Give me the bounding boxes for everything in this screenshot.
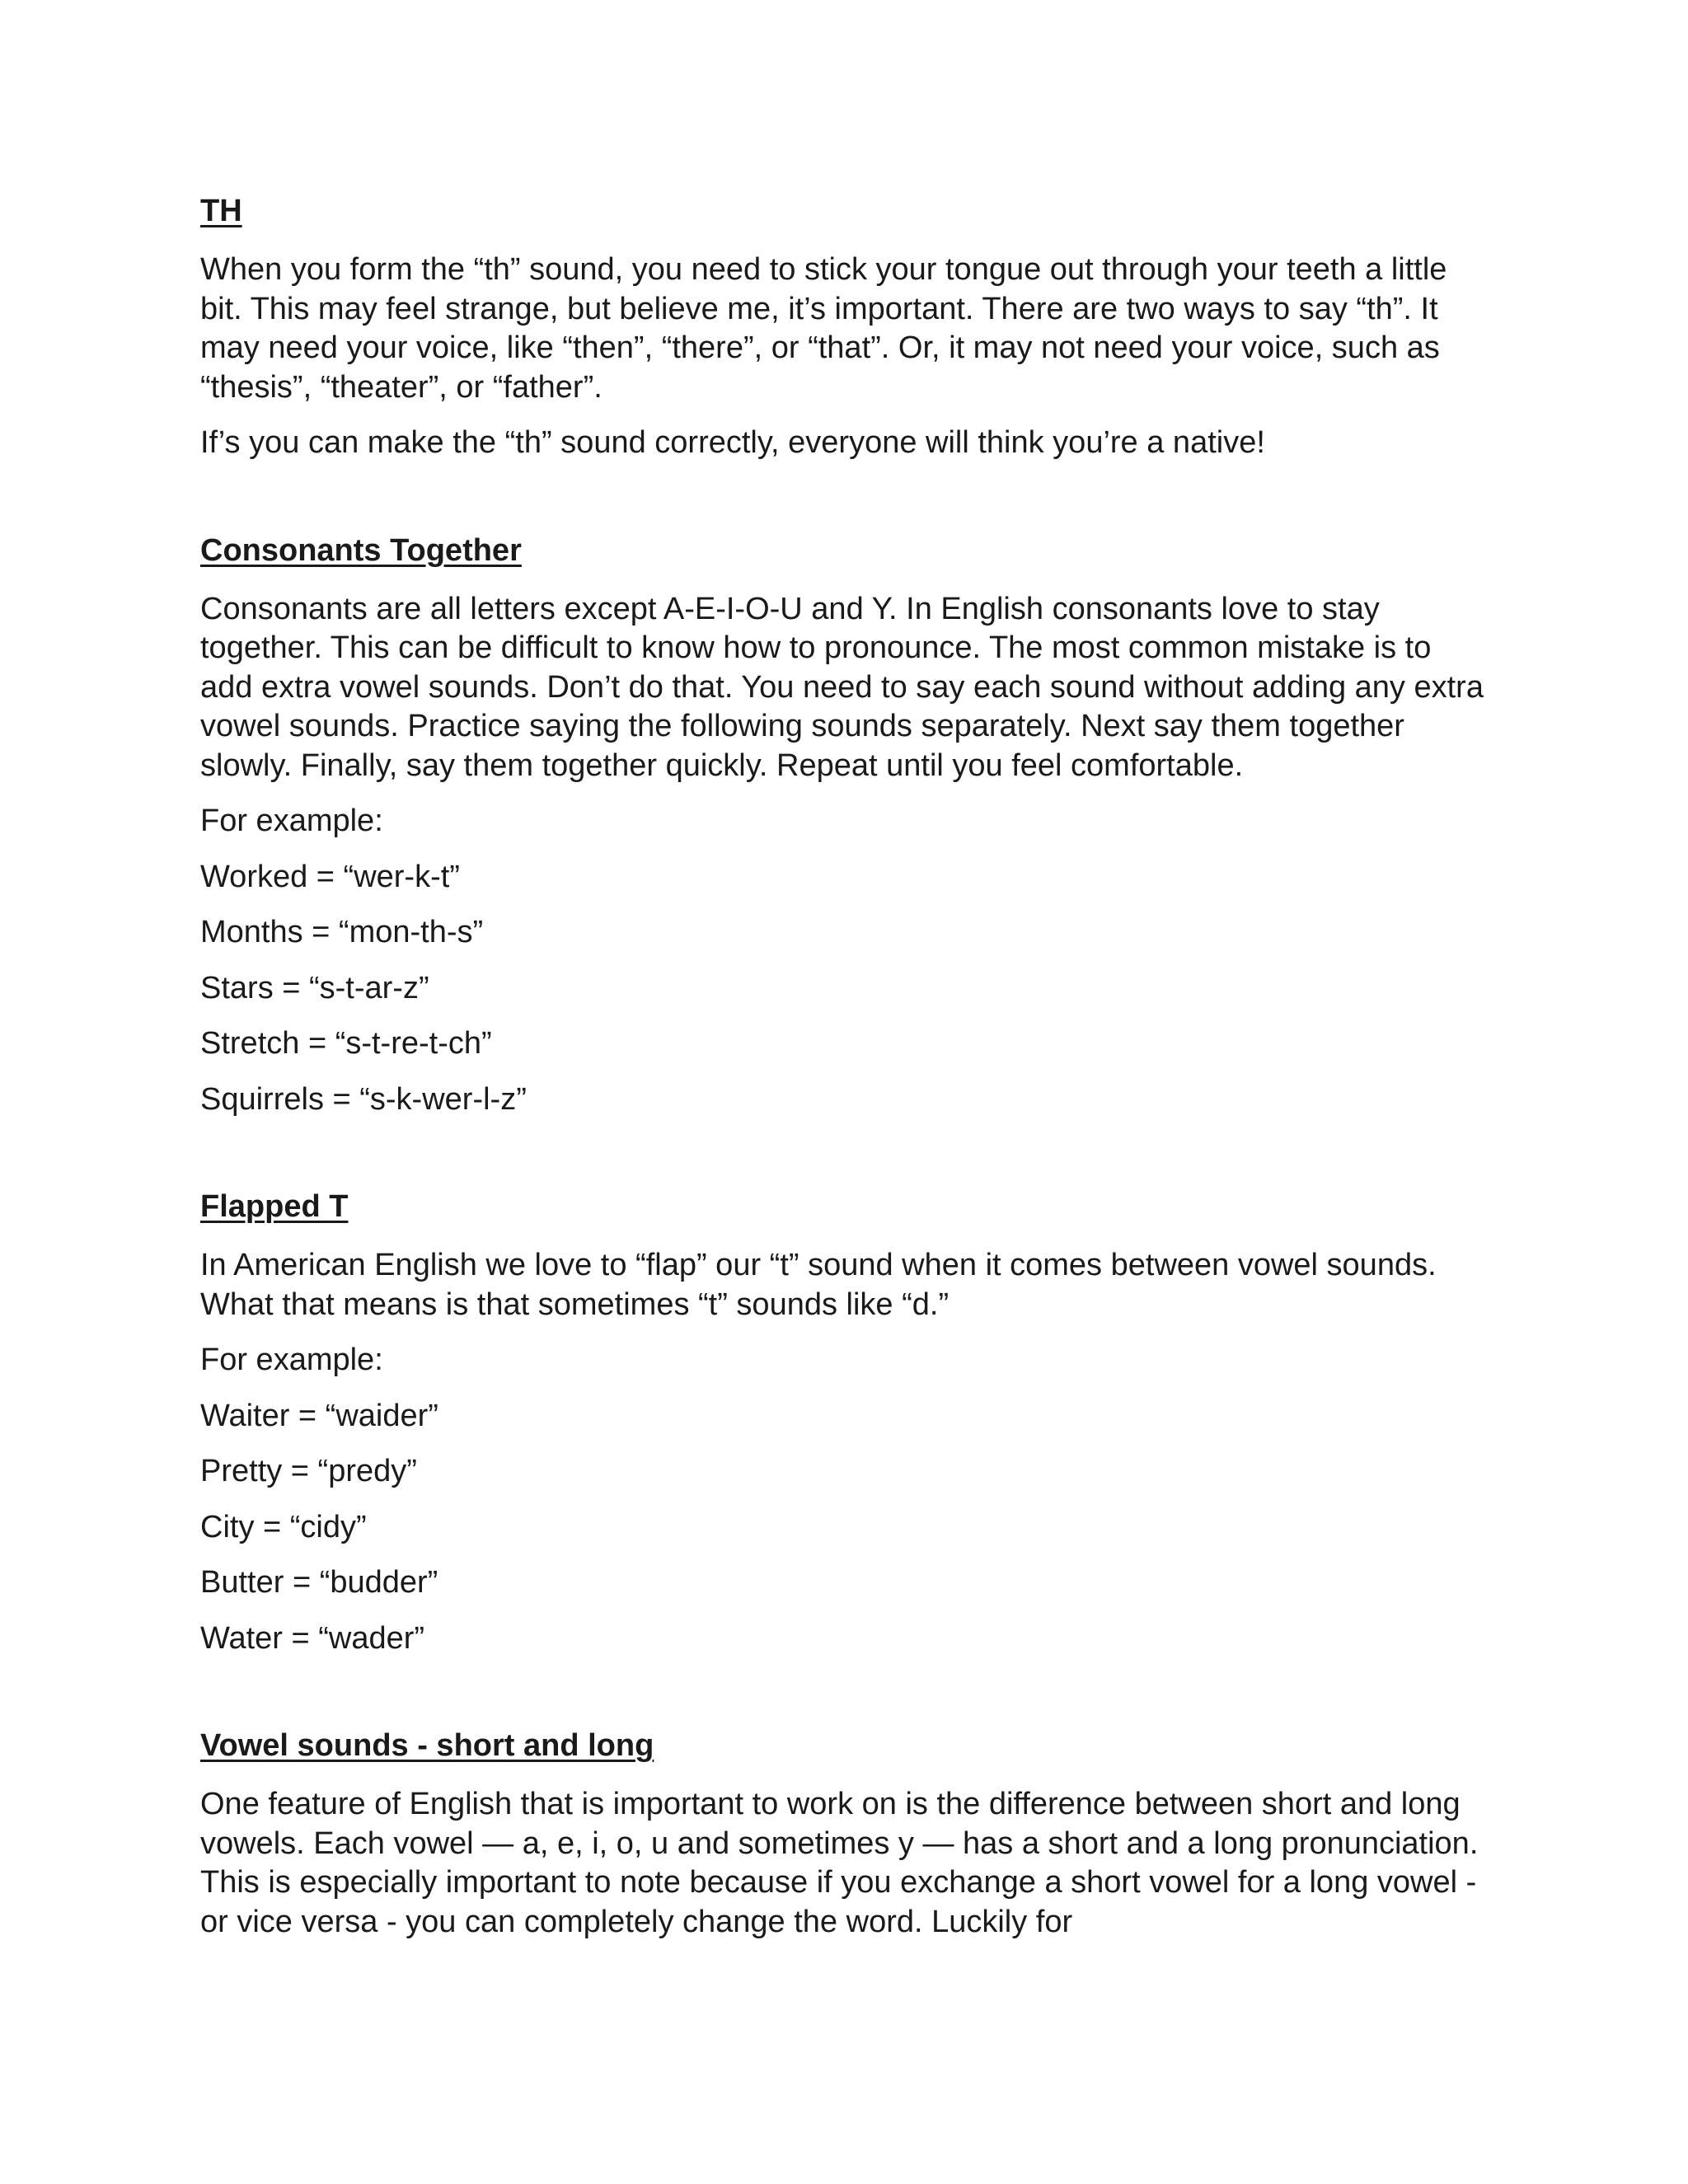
section-heading-vowel-sounds: Vowel sounds - short and long (200, 1728, 654, 1763)
example-item: Stars = “s-t-ar-z” (200, 970, 429, 1005)
section-th (200, 191, 1486, 463)
example-item: Butter = “budder” (200, 1565, 438, 1600)
section-spacer (200, 480, 1486, 531)
section-heading-consonants-together: Consonants Together (200, 532, 522, 568)
example-item: Squirrels = “s-k-wer-l-z” (200, 1081, 527, 1117)
example-item: Months = “mon-th-s” (200, 915, 484, 949)
section-heading-flapped-t: Flapped T (200, 1189, 349, 1224)
paragraph: If’s you can make the “th” sound correctly, everyone will think you’re a native! (200, 425, 1265, 460)
example-item: Waiter = “waider” (200, 1398, 438, 1433)
example-item: Water = “wader” (200, 1620, 425, 1656)
example-item: City = “cidy” (200, 1509, 367, 1544)
document-page (200, 191, 1486, 1958)
section-vowel-sounds (200, 1726, 1486, 1942)
section-heading-th: TH (200, 194, 242, 228)
example-label: For example: (200, 1343, 383, 1377)
example-item: Stretch = “s-t-re-t-ch” (200, 1026, 492, 1061)
paragraph: In American English we love to “flap” our “t” sound when it comes between vowel sounds. What that means is that sometimes “t” sounds like “d.” (200, 1248, 1437, 1322)
section-flapped-t (200, 1187, 1486, 1658)
paragraph: One feature of English that is important to work on is the difference between short and long vowels. Each vowel — a, e, i, o, u and sometimes y — has a short and a long pronunciation. This is especially important to note because if you exchange a short vowel for a long vowel - or vice versa - you can completely change the word. Luckily for (200, 1787, 1479, 1939)
example-label: For example: (200, 804, 383, 838)
section-spacer (200, 1136, 1486, 1187)
paragraph: Consonants are all letters except A-E-I-O-U and Y. In English consonants love to stay together. This can be difficult to know how to pronounce. The most common mistake is to add extra vowel sounds. Don’t do that. You need to say each sound without adding any extra vowel sounds. Practice saying the following sounds separately. Next say them together slowly. Finally, say them together quickly. Repeat until you feel comfortable. (200, 591, 1484, 783)
paragraph: When you form the “th” sound, you need to stick your tongue out through your teeth a little bit. This may feel strange, but believe me, it’s important. There are two ways to say “th”. It may need your voice, like “then”, “there”, or “that”. Or, it may not need your voice, such as “thesis”, “theater”, or “father”. (200, 252, 1447, 405)
example-item: Pretty = “predy” (200, 1454, 417, 1488)
example-item: Worked = “wer-k-t” (200, 859, 460, 894)
section-spacer (200, 1675, 1486, 1726)
section-consonants-together (200, 531, 1486, 1120)
